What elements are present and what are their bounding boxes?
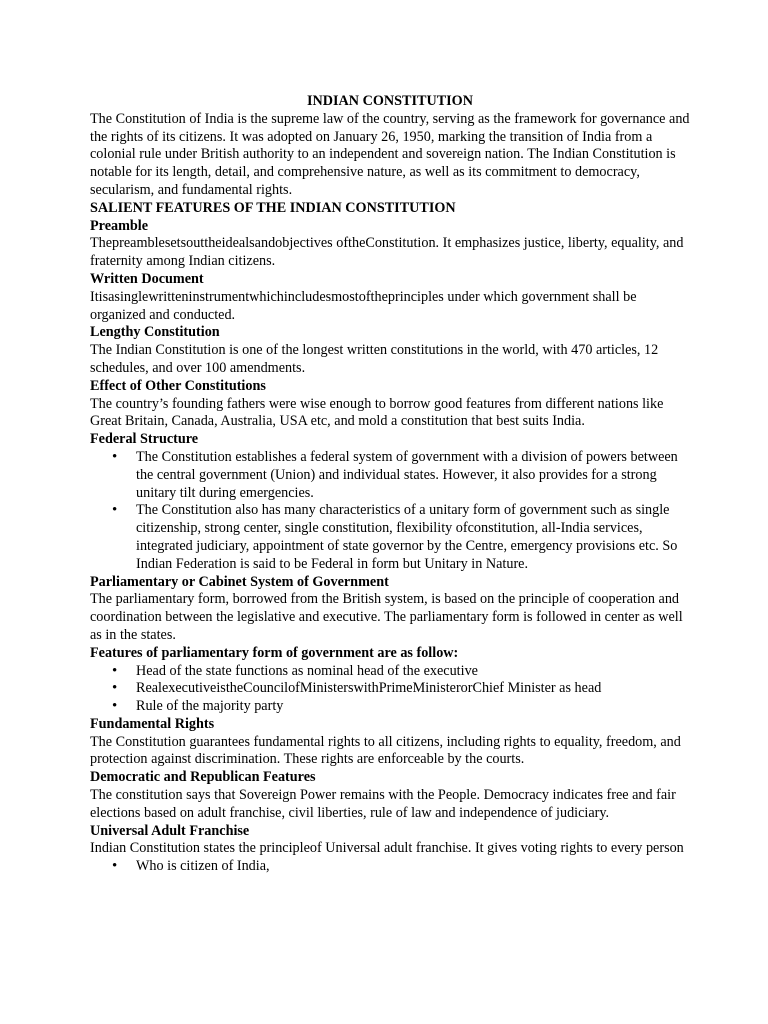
fundamental-rights-text: The Constitution guarantees fundamental rights to all citizens, including rights to equality, freedom, and protection against discrimination. These rights are enforceable by the courts.	[90, 733, 681, 768]
preamble-heading: Preamble	[90, 217, 149, 234]
universal-franchise-list	[90, 858, 690, 876]
parliamentary-heading: Parliamentary or Cabinet System of Government	[90, 573, 389, 590]
list-item: • RealexecutiveistheCouncilofMinisterswithPrimeMinisterorChief Minister as head	[136, 680, 690, 698]
democratic-heading: Democratic and Republican Features	[90, 769, 316, 786]
parliamentary-features-list	[90, 663, 690, 716]
federal-structure-heading: Federal Structure	[90, 431, 199, 448]
lengthy-constitution-heading: Lengthy Constitution	[90, 324, 220, 341]
main-heading: SALIENT FEATURES OF THE INDIAN CONSTITUTION	[90, 199, 456, 216]
universal-franchise-heading: Universal Adult Franchise	[90, 822, 250, 839]
document-page	[90, 93, 690, 876]
democratic-text: The constitution says that Sovereign Power remains with the People. Democracy indicates free and fair elections based on adult franchise, civil liberties, rule of law and independence of judiciary.	[90, 787, 676, 821]
list-item: • Head of the state functions as nominal head of the executive	[136, 663, 690, 681]
universal-franchise-text: Indian Constitution states the principleof Universal adult franchise. It gives voting rights to every person	[90, 840, 684, 857]
list-item: • Rule of the majority party	[136, 698, 690, 716]
written-document-heading: Written Document	[90, 270, 204, 287]
list-item: • Who is citizen of India,	[136, 858, 690, 876]
list-item: • The Constitution also has many characteristics of a unitary form of government such as single citizenship, strong center, single constitution, flexibility ofconstitution, all-India services, integrated judiciary, appointment of state governor by the Centre, emergency provisions etc. So Indian Federation is said to be Federal in form but Unitary in Nature.	[136, 502, 690, 573]
fundamental-rights-heading: Fundamental Rights	[90, 715, 215, 732]
effect-other-heading: Effect of Other Constitutions	[90, 377, 266, 394]
written-document-text: Itisasinglewritteninstrumentwhichincludesmostoftheprinciples under which government shall be organized and conducted.	[90, 288, 637, 323]
parliamentary-features-heading: Features of parliamentary form of government are as follow:	[90, 644, 459, 661]
lengthy-constitution-text: The Indian Constitution is one of the longest written constitutions in the world, with 470 articles, 12 schedules, and over 100 amendments.	[90, 342, 659, 376]
list-item: • The Constitution establishes a federal system of government with a division of powers between the central government (Union) and individual states. However, it also provides for a strong unitary tilt during emergencies.	[136, 449, 690, 502]
parliamentary-text: The parliamentary form, borrowed from the British system, is based on the principle of cooperation and coordination between the legislative and executive. The parliamentary form is followed in center as well as in the states.	[90, 591, 683, 643]
federal-structure-list	[90, 449, 690, 574]
preamble-text: Thepreamblesetsouttheidealsandobjectives oftheConstitution. It emphasizes justice, liberty, equality, and fraternity among Indian citizens.	[90, 235, 684, 270]
effect-other-text: The country’s founding fathers were wise enough to borrow good features from different nations like Great Britain, Canada, Australia, USA etc, and mold a constitution that best suits India.	[90, 395, 664, 430]
intro-paragraph: The Constitution of India is the supreme law of the country, serving as the framework for governance and the rights of its citizens. It was adopted on January 26, 1950, marking the transition of India from a colonial rule under British authority to an independent and sovereign nation. The Indian Constitution is notable for its length, detail, and comprehensive nature, as well as its commitment to democracy, secularism, and fundamental rights.	[90, 110, 690, 198]
document-title: INDIAN CONSTITUTION	[307, 93, 473, 109]
